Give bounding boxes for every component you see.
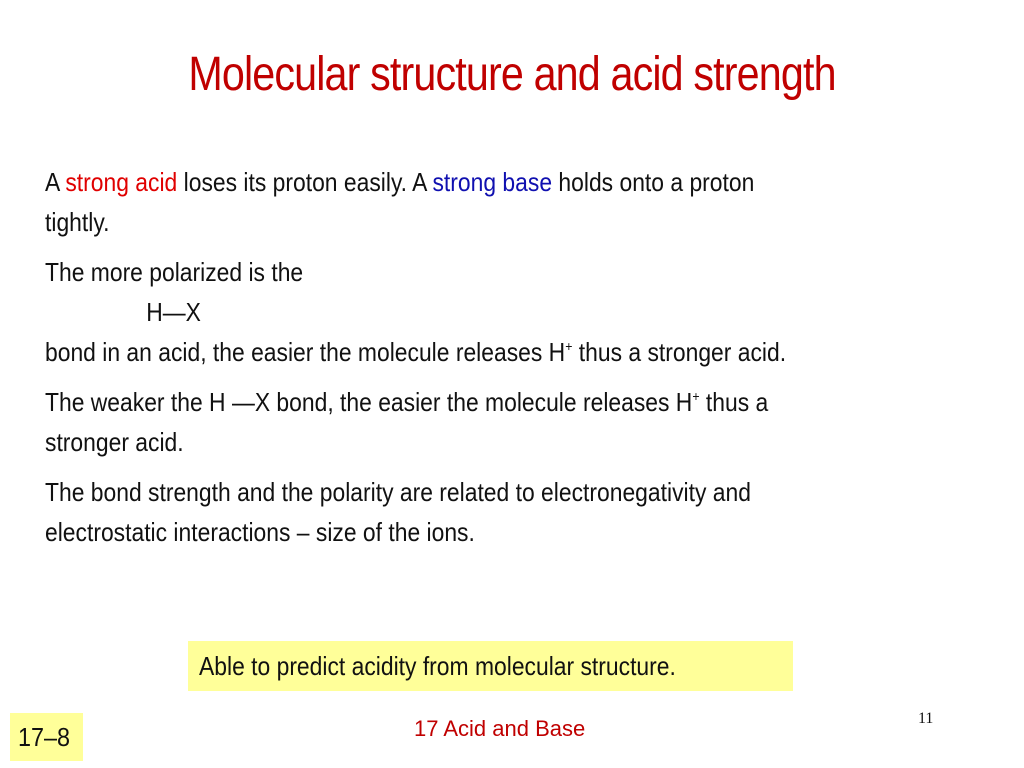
formula-h-x: H—X: [146, 297, 201, 327]
text-a2: loses its proton easily. A: [177, 167, 433, 197]
text-a1: A: [45, 167, 66, 197]
slide-title: Molecular structure and acid strength: [188, 48, 836, 101]
text-polarized-line3: bond in an acid, the easier the molecule releases H: [45, 337, 566, 367]
term-strong-base: strong base: [432, 167, 553, 197]
page-number: 11: [918, 710, 934, 727]
paragraph-strong-acid-base: [45, 162, 863, 242]
text-a4: tightly.: [45, 207, 110, 237]
text-weaker-post: thus a: [699, 387, 769, 417]
paragraph-bond-strength: [45, 472, 863, 552]
text-polarized-line3-end: thus a stronger acid.: [572, 337, 787, 367]
text-bond-line1: The bond strength and the polarity are related to electronegativity and: [45, 477, 751, 507]
paragraph-weaker-bond: [45, 382, 863, 462]
superscript-plus: +: [692, 388, 700, 404]
chapter-tag: [10, 713, 83, 761]
superscript-plus: +: [565, 338, 573, 354]
objective-callout: [188, 641, 793, 691]
callout-text: Able to predict acidity from molecular structure.: [199, 651, 676, 681]
chapter-tag-label: 17–8: [18, 722, 71, 752]
text-polarized-line1: The more polarized is the: [45, 257, 304, 287]
text-bond-line2: electrostatic interactions – size of the ions.: [45, 517, 475, 547]
text-weaker-pre: The weaker the H —X bond, the easier the molecule releases H: [45, 387, 693, 417]
slide-body: [45, 162, 863, 562]
footer-title: 17 Acid and Base: [414, 716, 586, 741]
text-weaker-line2: stronger acid.: [45, 427, 184, 457]
term-strong-acid: strong acid: [65, 167, 178, 197]
text-a3: holds onto a proton: [552, 167, 755, 197]
paragraph-polarized: [45, 252, 863, 372]
